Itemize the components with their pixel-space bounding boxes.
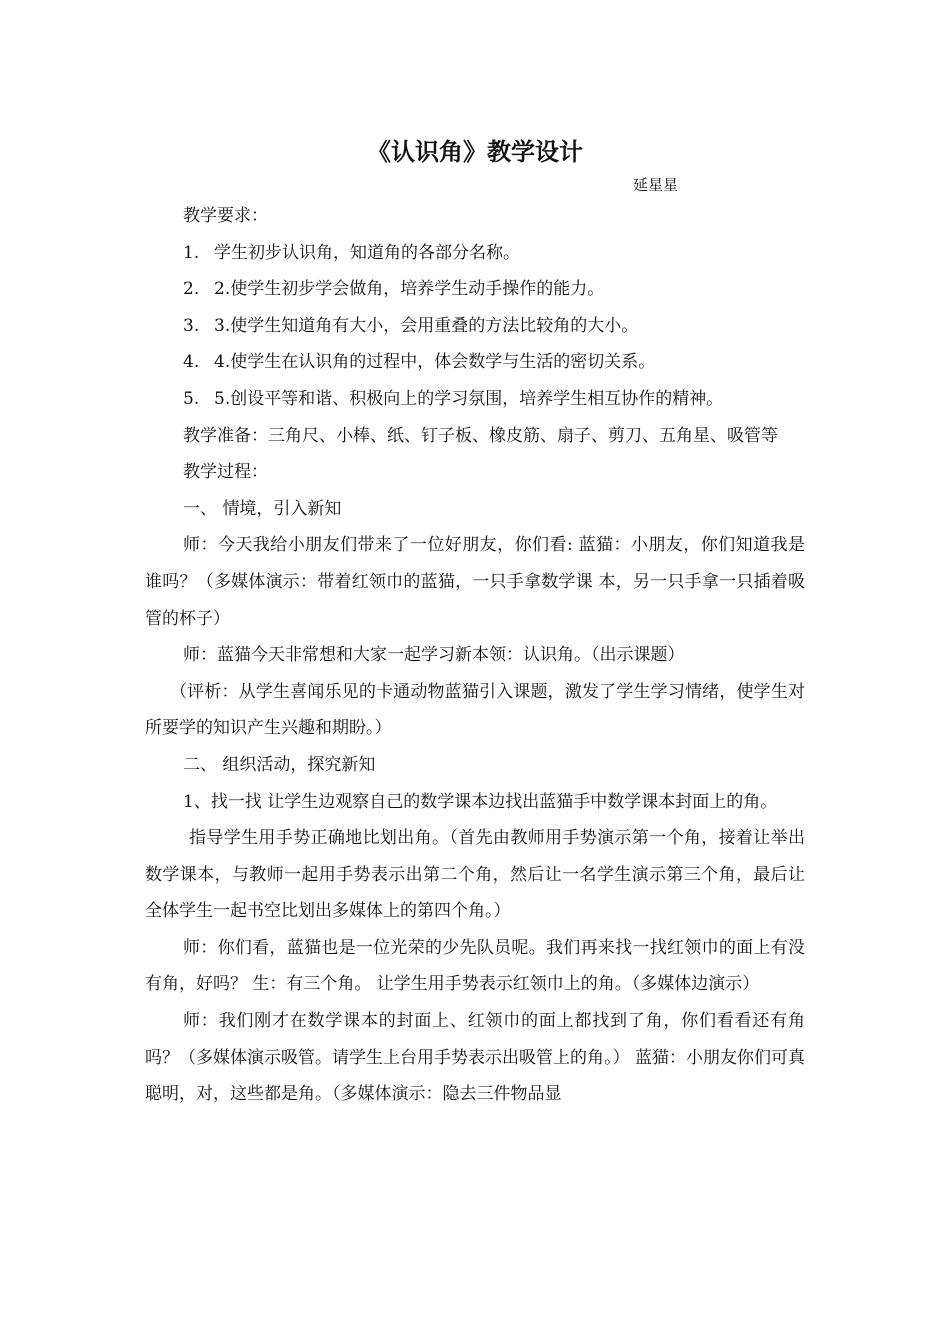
list-item-number: 4.	[183, 352, 200, 373]
process-heading: 教学过程：	[183, 462, 268, 483]
comment-paragraph: （评析：从学生喜闻乐见的卡通动物蓝猫引入课题，激发了学生学习情绪，使学生对所要学的知识产生兴趣和期盼。）	[145, 681, 805, 739]
paragraph: 指导学生用手势正确地比划出角。（首先由教师用手势演示第一个角，接着让举出数学课本，与教师一起用手势表示出第二个角，然后让一名学生演示第三个角，最后让全体学生一起书空比划出多媒体上的第四个角。）	[145, 828, 805, 922]
list-item-text: 3.使学生知道角有大小，会用重叠的方法比较角的大小。	[214, 315, 639, 336]
paragraph: 师：你们看，蓝猫也是一位光荣的少先队员呢。我们再来找一找红领巾的面上有没有角，好吗？ 生：有三个角。 让学生用手势表示红领巾上的角。（多媒体边演示）	[145, 937, 805, 995]
list-item	[145, 308, 805, 345]
list-item	[145, 271, 805, 308]
list-item-text: 4.使学生在认识角的过程中，体会数学与生活的密切关系。	[214, 352, 656, 373]
author-name: 延星星	[632, 176, 678, 194]
paragraph: 1、找一找 让学生边观察自己的数学课本边找出蓝猫手中数学课本封面上的角。	[183, 791, 778, 812]
section-heading-2: 二、 组织活动，探究新知	[183, 754, 376, 775]
paragraph: 师：我们刚才在数学课本的封面上、红领巾的面上都找到了角，你们看看还有角吗？（多媒体演示吸管。请学生上台用手势表示出吸管上的角。） 蓝猫：小朋友你们可真聪明，对，这些都是角。（多媒体演示：隐去三件物品显	[145, 1011, 805, 1105]
list-item	[145, 381, 805, 418]
document-page	[145, 132, 805, 1113]
list-item-text: 学生初步认识角，知道角的各部分名称。	[214, 242, 520, 263]
list-item-number: 3.	[183, 315, 200, 336]
paragraph: 师：今天我给小朋友们带来了一位好朋友，你们看: 蓝猫：小朋友，你们知道我是谁吗？（多媒体演示：带着红领巾的蓝猫，一只手拿数学课 本，另一只手拿一只插着吸管的杯子）	[145, 535, 805, 629]
requirements-heading: 教学要求：	[183, 206, 268, 226]
list-item	[145, 235, 805, 272]
list-item-number: 2.	[183, 279, 200, 300]
document-title: 《认识角》教学设计	[367, 138, 583, 166]
list-item-number: 1.	[183, 242, 200, 263]
paragraph: 师：蓝猫今天非常想和大家一起学习新本领：认识角。（出示课题）	[183, 645, 685, 666]
list-item-text: 2.使学生初步学会做角，培养学生动手操作的能力。	[214, 279, 605, 300]
list-item-number: 5.	[183, 388, 200, 409]
section-heading-1: 一、 情境，引入新知	[183, 498, 342, 519]
preparation-paragraph: 教学准备：三角尺、小棒、纸、钉子板、橡皮筋、扇子、剪刀、五角星、吸管等	[183, 425, 778, 446]
list-item-text: 5.创设平等和谐、积极向上的学习氛围，培养学生相互协作的精神。	[214, 388, 724, 409]
requirements-list	[145, 235, 805, 418]
list-item	[145, 344, 805, 381]
